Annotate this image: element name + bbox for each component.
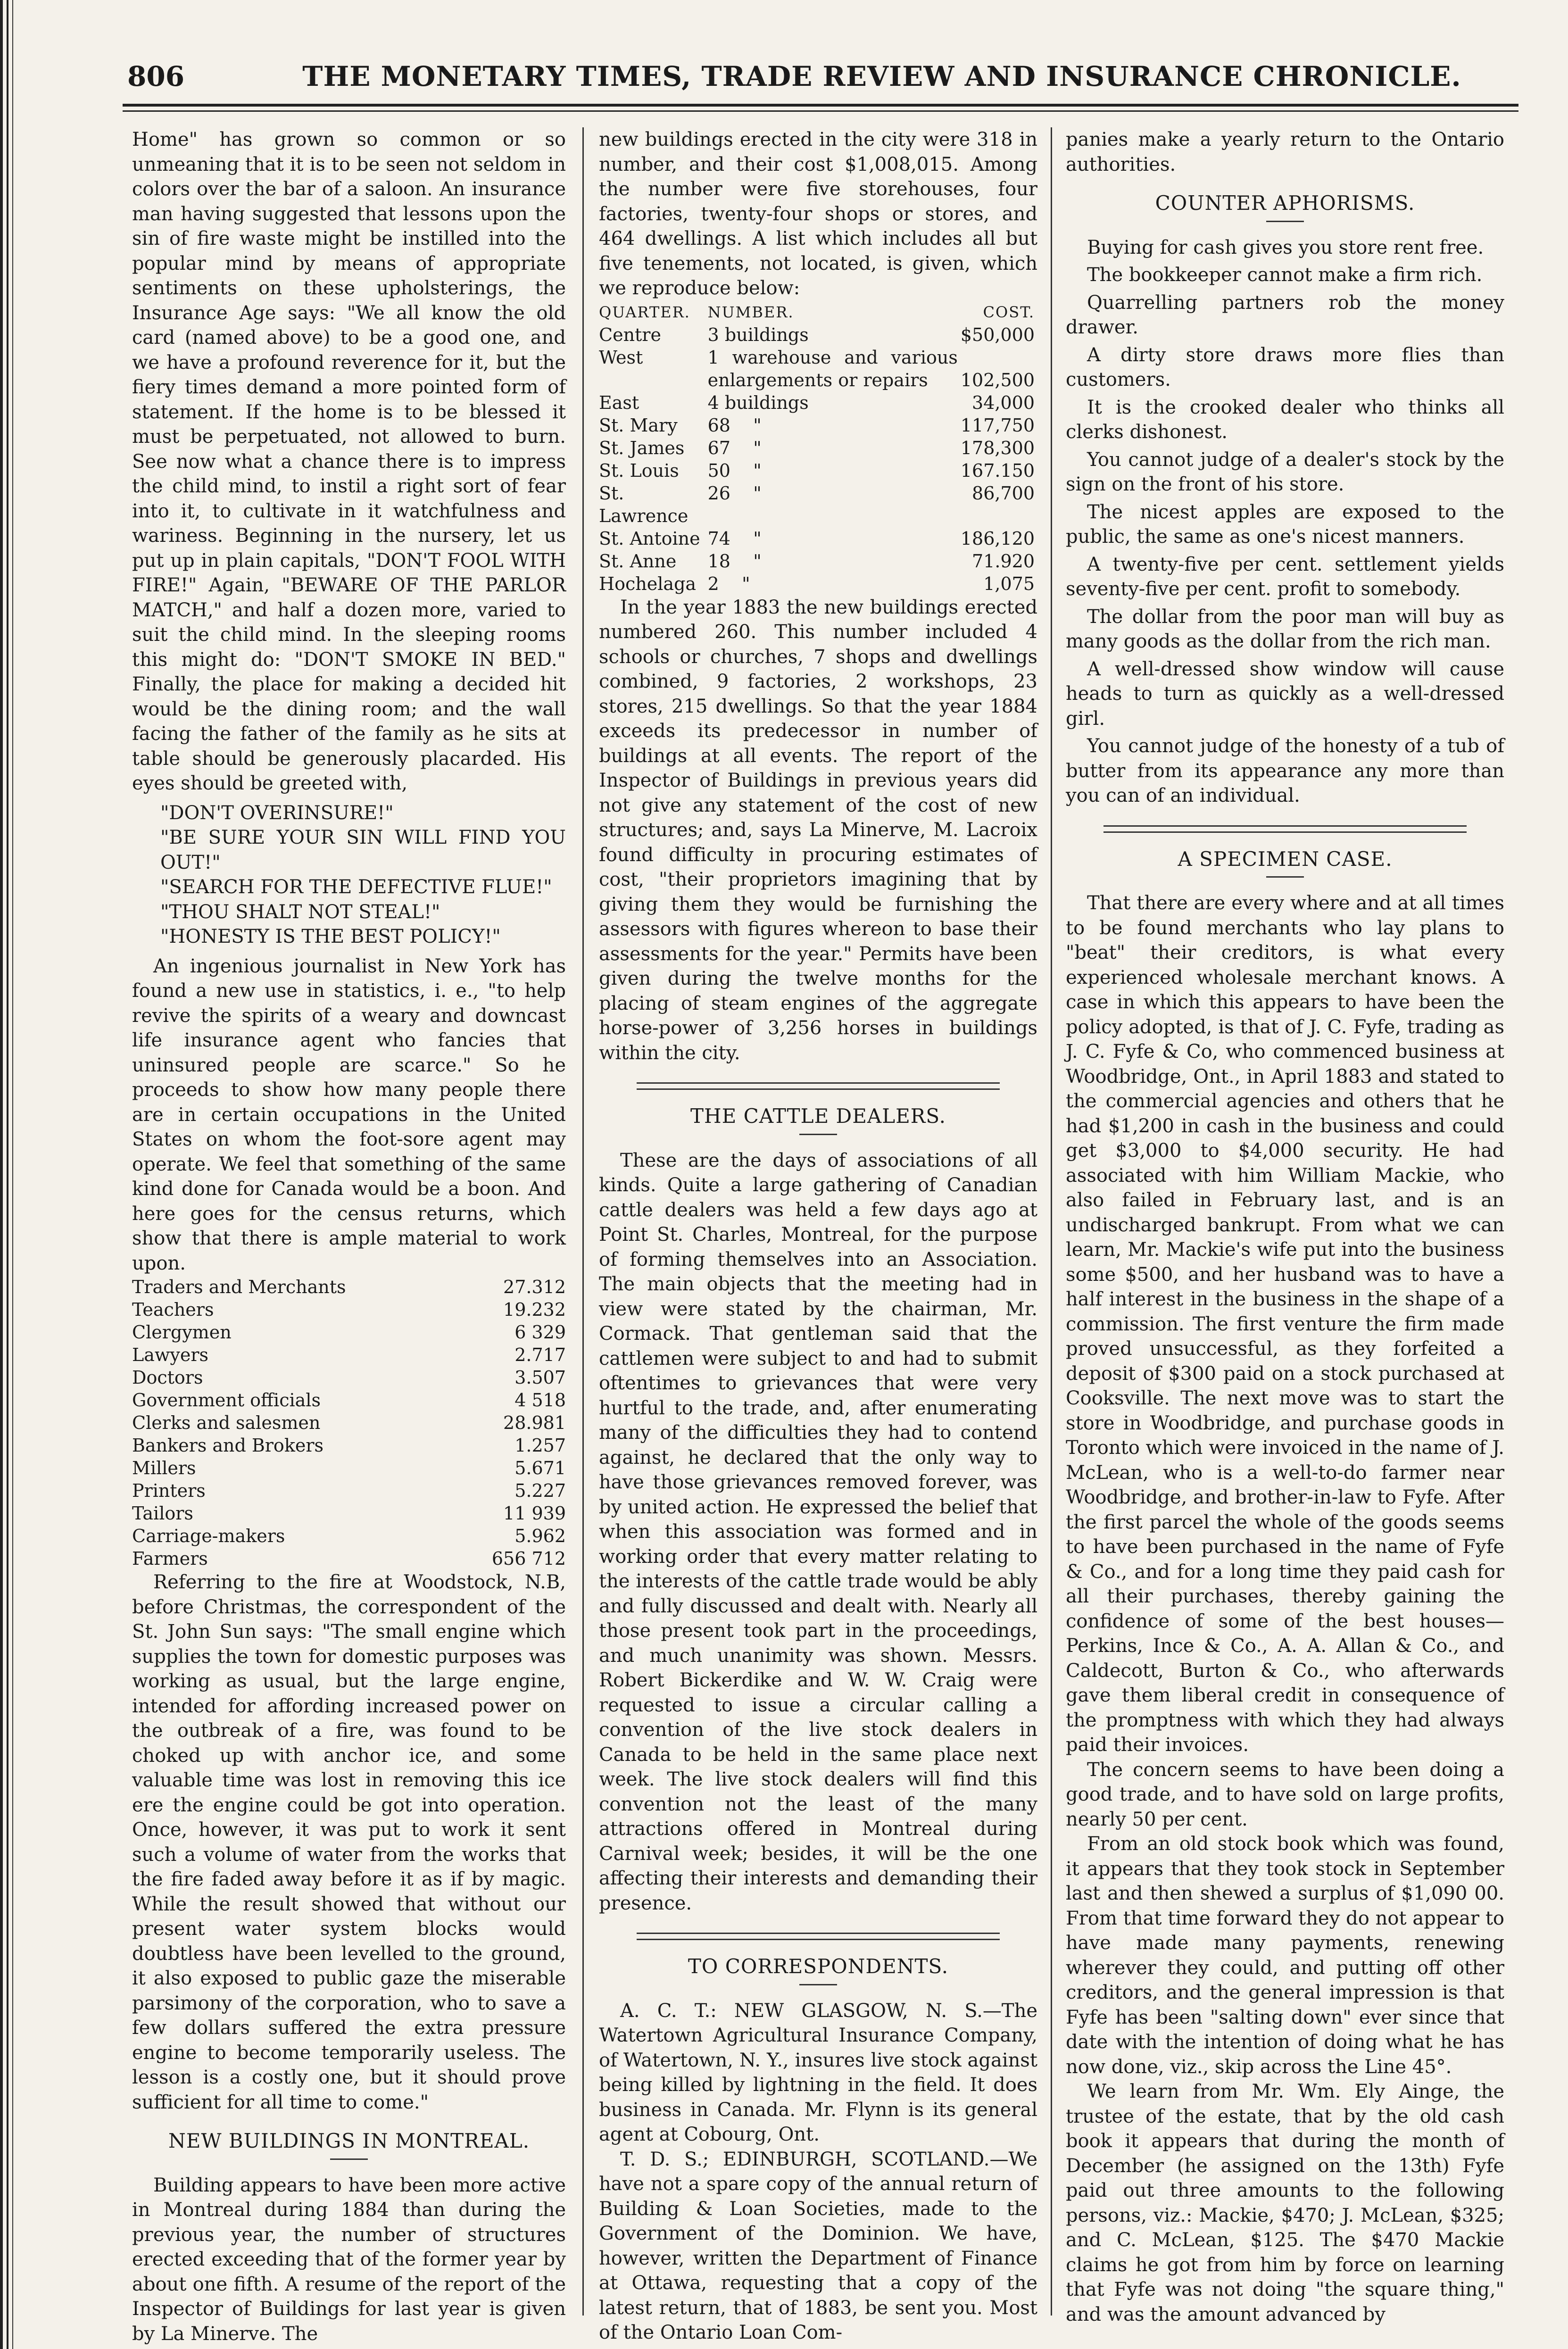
heading-dash: [799, 1134, 837, 1135]
occupation: Farmers: [132, 1548, 208, 1569]
table-row: [132, 1525, 566, 1547]
paragraph: These are the days of associations of all kinds. Quite a large gathering of Canadian cattle dealers was held a few days ago at Point St. Charles, Montreal, for the purpose of forming themselves into an Association. The main objects that the meeting had in view were stated by the chairman, Mr. Cormack. That gentleman said that the cattlemen were subject to and had to submit oftentimes to grievances that were very hurtful to the trade, and, after enumerating many of the difficulties they had to contend against, he declared that the only way to have those grievances removed forever, was by united action. He expressed the belief that when this association was formed and in working order that every matter relating to the interests of the cattle trade would be ably and fully discussed and dealt with. Nearly all those present took part in the proceedings, and much unanimity was shown. Messrs. Robert Bickerdike and W. W. Craig were requested to issue a circular calling a convention of the live stock dealers in Canada to be held in the same place next week. The live stock dealers will find this convention not the least of the many attractions offered in Montreal during Carnival week; besides, it will be the one affecting their interests and demanding their presence.: [599, 1149, 1037, 1914]
motto: "HONESTY IS THE BEST POLICY!": [160, 926, 501, 947]
number: [708, 414, 961, 437]
table-row: [132, 1366, 566, 1389]
aphorism: You cannot judge of the honesty of a tub of butter from its appearance any more than you can of an individual.: [1066, 735, 1504, 806]
table-row: [599, 459, 1037, 482]
aphorism: A well-dressed show window will cause heads to turn as quickly as a well-dressed girl.: [1066, 658, 1504, 730]
paragraph: An ingenious journalist in New York has found a new use in statistics, i. e., "to help revive the spirits of a weary and downcast life insurance agent who fancies that uninsured people are scarce." So he proceeds to show how many people there are in certain occupations in the United States on whom the foot-sore agent may operate. We feel that something of the same kind done for Canada would be a boon. And here goes for the census returns, which show that there is ample material to work upon.: [132, 955, 566, 1274]
table-row: [599, 346, 1037, 391]
occupation: Clerks and salesmen: [132, 1412, 321, 1433]
ditto-mark: ": [753, 460, 762, 481]
table-row: [132, 1457, 566, 1479]
quarter: St. James: [599, 437, 685, 458]
page-header: [123, 52, 1518, 107]
count: 3.507: [514, 1367, 566, 1388]
cost: 71.920: [972, 550, 1035, 572]
motto: "DON'T OVERINSURE!": [160, 802, 394, 824]
number-value: 2: [707, 573, 719, 594]
column-divider: [1051, 127, 1052, 2316]
running-head: THE MONETARY TIMES, TRADE REVIEW AND INSURANCE CHRONICLE.: [302, 60, 1461, 92]
number: 1 warehouse and various enlargements or repairs: [707, 347, 958, 390]
paragraph: A. C. T.: NEW GLASGOW, N. S.—The Watertown Agricultural Insurance Company, of Watertown, N. Y., insures live stock against being killed by lightning in the field. It does business in Canada. Mr. Flynn is its general agent at Cobourg, Ont.: [599, 2000, 1037, 2145]
paragraph: panies make a yearly return to the Ontario authorities.: [1066, 129, 1504, 175]
quarter: St. Louis: [599, 460, 679, 481]
number: 3 buildings: [707, 324, 809, 345]
ditto-mark: ": [753, 482, 762, 504]
number-value: 68: [707, 415, 730, 436]
ditto-mark: ": [753, 550, 762, 572]
quarter: Hochelaga: [599, 573, 697, 594]
aphorism: A dirty store draws more flies than customers.: [1066, 344, 1504, 390]
paragraph: We learn from Mr. Wm. Ely Ainge, the trustee of the estate, that by the old cash book it appears that during the month of December (he assigned on the 13th) Fyfe paid out three amounts to the following persons, viz.: Mackie, $470; J. McLean, $325; and C. McLean, $125. The $470 Mackie claims he got from him by force on learning that Fyfe was not doing "the square thing," and was the amount advanced by: [1066, 2081, 1504, 2325]
cost: 186,120: [960, 528, 1035, 549]
occupation: Millers: [132, 1458, 196, 1478]
occupation: Doctors: [132, 1367, 203, 1388]
table-row: [132, 1276, 566, 1298]
section-rule: [1103, 825, 1467, 833]
occupation: Teachers: [132, 1299, 214, 1320]
count: 5.671: [514, 1458, 566, 1478]
table-row: [599, 482, 1037, 527]
heading-dash: [1266, 221, 1304, 222]
table-row: [132, 1411, 566, 1434]
cost: 1,075: [983, 573, 1035, 594]
paragraph: In the year 1883 the new buildings erected numbered 260. This number included 4 schools or churches, 7 shops and dwellings combined, 9 factories, 2 workshops, 23 stores, 215 dwellings. So that the year 1884 exceeds its predecessor in number of buildings at all events. The report of the Inspector of Buildings in previous years did not give any statement of the cost of new structures; and, says La Minerve, M. Lacroix found difficulty in procuring estimates of cost, "their proprietors imagining that by giving them they would be furnishing the assessors with figures whereon to base their assessments for the year." Permits have been given during the twelve months for the placing of steam engines of the aggregate horse-power of 3,256 horses in buildings within the city.: [599, 596, 1037, 1064]
paragraph: Building appears to have been more active in Montreal during 1884 than during the previous year, the number of structures erected exceeding that of the former year by about one fifth. A resume of the report of the Inspector of Buildings for last year is given by La Minerve. The: [132, 2174, 566, 2345]
table-row: [599, 324, 1037, 346]
ditto-mark: ": [753, 528, 762, 549]
page-number: 806: [127, 60, 185, 92]
section-heading: A SPECIMEN CASE.: [1178, 847, 1393, 871]
header-rule: [123, 110, 1518, 112]
quarter: St. Antoine: [599, 528, 700, 549]
count: 6 329: [514, 1322, 566, 1343]
number: [708, 527, 961, 550]
table-row: [599, 527, 1037, 550]
aphorism: The bookkeeper cannot make a firm rich.: [1087, 264, 1483, 286]
column-3: [1066, 127, 1504, 2325]
quarter: St. Mary: [599, 415, 678, 436]
table-row: [132, 1344, 566, 1366]
occupation: Government officials: [132, 1390, 321, 1411]
section-heading: THE CATTLE DEALERS.: [690, 1104, 946, 1128]
table-header-row: [599, 301, 1037, 324]
count: 19.232: [503, 1299, 566, 1320]
newspaper-page: [123, 52, 1518, 2345]
table-row: [132, 1502, 566, 1525]
section-heading: NEW BUILDINGS IN MONTREAL.: [168, 2129, 530, 2152]
heading-dash: [799, 1984, 837, 1985]
table-row: [599, 437, 1037, 459]
number: [708, 482, 961, 527]
aphorism: It is the crooked dealer who thinks all clerks dishonest.: [1066, 396, 1504, 443]
cost: 86,700: [972, 482, 1035, 504]
aphorism: Quarrelling partners rob the money drawer.: [1066, 291, 1504, 338]
paragraph: Home" has grown so common or so unmeaning that it is to be seen not seldom in colors over the bar of a saloon. An insurance man having suggested that lessons upon the sin of fire waste might be instilled into the popular mind by means of appropriate sentiments on these upholsterings, the Insurance Age says: "We all know the old card (named above) to be a good one, and we have a profound reverence for it, but the fiery times demand a more pointed form of statement. If the home is to be blessed it must be perpetuated, not allowed to burn. See now what a chance there is to impress the child mind, to instil a right sort of fear into it, to cultivate in it watchfulness and wariness. Beginning in the nursery, let us put up in plain capitals, "DON'T FOOL WITH FIRE!" Again, "BEWARE OF THE PARLOR MATCH," and half a dozen more, varied to suit the child mind. In the sleeping rooms this might do: "DON'T SMOKE IN BED." Finally, the place for making a decided hit would be the dining room; and the wall facing the father of the family as he sits at table should be generously placarded. His eyes should be greeted with,: [132, 129, 566, 794]
page-binding-edge: [0, 0, 33, 2349]
column-divider: [582, 127, 584, 2316]
motto: "BE SURE YOUR SIN WILL FIND YOU OUT!": [160, 827, 566, 873]
count: 11 939: [503, 1503, 566, 1524]
paragraph: That there are every where and at all times to be found merchants who lay plans to "beat" their creditors, is what every experienced wholesale merchant knows. A case in which this appears to have been the policy adopted, is that of J. C. Fyfe, trading as J. C. Fyfe & Co, who commenced business at Woodbridge, Ont., in April 1883 and stated to the commercial agencies and others that he had $1,200 in cash in the business and could get $3,000 to $4,000 security. He had associated with him William Mackie, who also failed in February last, and is an undischarged bankrupt. From what we can learn, Mr. Mackie's wife put into the business some $500, and her husband was to have a half interest in the business in the shape of a commission. The first venture the firm made proved unsuccessful, as they forfeited a deposit of $300 paid on a stock purchased at Cooksville. The next move was to start the store in Woodbridge, and purchase goods in Toronto which were invoiced in the name of J. McLean, who is a well-to-do farmer near Woodbridge, and brother-in-law to Fyfe. After the first parcel the whole of the goods seems to have been purchased in the name of Fyfe & Co., and for a long time they paid cash for all their purchases, thereby gaining the confidence of some of the best houses—Perkins, Ince & Co., A. A. Allan & Co., and Caldecott, Burton & Co., who afterwards gave them liberal credit in consequence of the promptness with which they had always paid their invoices.: [1066, 892, 1504, 1756]
section-heading: TO CORRESPONDENTS.: [688, 1955, 949, 1978]
number-value: 18: [707, 550, 730, 572]
cost: $50,000: [960, 324, 1035, 345]
paragraph: From an old stock book which was found, it appears that they took stock in September last and then shewed a surplus of $1,090 00. From that time forward they do not appear to have made many payments, renewing wherever they could, and putting off other creditors, and the general impression is that Fyfe has been "salting down" ever since that date with the intention of doing what he has now done, viz., skip across the Line 45°.: [1066, 1833, 1504, 2078]
section-rule: [637, 1082, 1000, 1090]
motto-list: [160, 801, 566, 949]
count: 656 712: [491, 1548, 566, 1569]
paragraph: The concern seems to have been doing a good trade, and to have sold on large profits, nearly 50 per cent.: [1066, 1759, 1504, 1830]
census-table: [132, 1276, 566, 1570]
cost: 167.150: [960, 460, 1035, 481]
quarter: Centre: [599, 324, 661, 345]
column-2: [599, 127, 1037, 2343]
aphorism: A twenty-five per cent. settlement yields seventy-five per cent. profit to somebody.: [1066, 553, 1504, 600]
table-row: [599, 573, 1037, 595]
count: 28.981: [503, 1412, 566, 1433]
aphorism: The dollar from the poor man will buy as many goods as the dollar from the rich man.: [1066, 606, 1504, 652]
column-1: [132, 127, 566, 2345]
table-row: [132, 1434, 566, 1457]
count: 4 518: [514, 1390, 566, 1411]
table-row: [132, 1321, 566, 1344]
count: 5.227: [514, 1480, 566, 1501]
aphorism: The nicest apples are exposed to the public, the same as one's nicest manners.: [1066, 501, 1504, 548]
cost: 34,000: [972, 392, 1035, 413]
column-header: COST.: [983, 303, 1035, 321]
quarter: St. Lawrence: [599, 482, 689, 526]
quarter: St. Anne: [599, 550, 677, 572]
count: 2.717: [514, 1345, 566, 1365]
number: [708, 573, 961, 595]
count: 27.312: [503, 1277, 566, 1297]
occupation: Lawyers: [132, 1345, 209, 1365]
occupation: Printers: [132, 1480, 206, 1501]
section-heading: COUNTER APHORISMS.: [1155, 191, 1415, 215]
cost: 102,500: [960, 369, 1035, 390]
columns: [123, 127, 1518, 2345]
aphorism: You cannot judge of a dealer's stock by the sign on the front of his store.: [1066, 448, 1504, 495]
column-header: QUARTER.: [599, 303, 690, 321]
table-row: [132, 1479, 566, 1502]
heading-dash: [330, 2158, 368, 2160]
occupation: Tailors: [132, 1503, 193, 1524]
quarter: West: [599, 347, 643, 368]
number-value: 50: [707, 460, 730, 481]
table-row: [599, 550, 1037, 573]
quarter: East: [599, 392, 639, 413]
cost: 178,300: [960, 437, 1035, 458]
table-row: [599, 391, 1037, 414]
column-header: NUMBER.: [707, 303, 794, 321]
number-value: 74: [707, 528, 730, 549]
number: [708, 437, 961, 459]
paragraph: Referring to the fire at Woodstock, N.B, before Christmas, the correspondent of the St. John Sun says: "The small engine which supplies the town for domestic purposes was working as usual, but the large engine, intended for affording increased power on the outbreak of a fire, was found to be choked up with anchor ice, and some valuable time was lost in removing this ice ere the engine could be got into operation. Once, however, it was put to work it sent such a volume of water from the works that the fire faded away before it as if by magic. While the result showed that without our present water system blocks would doubtless have been levelled to the ground, it also exposed to public gaze the miserable parsimony of the corporation, who to save a few dollars suffered the extra pressure engine to become temporarily useless. The lesson is a costly one, but it should prove sufficient for all time to come.": [132, 1571, 566, 2113]
table-row: [132, 1389, 566, 1411]
section-rule: [637, 1933, 1000, 1940]
ditto-mark: ": [742, 573, 750, 594]
buildings-table: [599, 301, 1037, 595]
occupation: Traders and Merchants: [132, 1277, 346, 1297]
count: 1.257: [514, 1435, 566, 1456]
cost: 117,750: [960, 415, 1035, 436]
count: 5.962: [514, 1526, 566, 1546]
paragraph: new buildings erected in the city were 318 in number, and their cost $1,008,015. Among the number were five storehouses, four factories, twenty-four shops or stores, and 464 dwellings. A list which includes all but five tenements, not located, is given, which we reproduce below:: [599, 129, 1037, 299]
number: [708, 459, 961, 482]
occupation: Clergymen: [132, 1322, 232, 1343]
number-value: 67: [707, 437, 730, 458]
paragraph: T. D. S.; EDINBURGH, SCOTLAND.—We have not a spare copy of the annual return of Building & Loan Societies, made to the Government of the Dominion. We have, however, written the Department of Finance at Ottawa, requesting that a copy of the latest return, that of 1883, be sent you. Most of the Ontario Loan Com-: [599, 2148, 1037, 2343]
table-row: [132, 1547, 566, 1570]
occupation: Bankers and Brokers: [132, 1435, 324, 1456]
aphorism: Buying for cash gives you store rent free.: [1087, 236, 1484, 258]
heading-dash: [1266, 876, 1304, 878]
motto: "SEARCH FOR THE DEFECTIVE FLUE!": [160, 876, 552, 898]
table-row: [132, 1298, 566, 1321]
ditto-mark: ": [753, 437, 762, 458]
number-value: 26: [707, 482, 730, 504]
number: [708, 550, 961, 573]
occupation: Carriage-makers: [132, 1526, 285, 1546]
table-row: [599, 414, 1037, 437]
ditto-mark: ": [753, 415, 762, 436]
motto: "THOU SHALT NOT STEAL!": [160, 901, 440, 923]
number: 4 buildings: [707, 392, 809, 413]
